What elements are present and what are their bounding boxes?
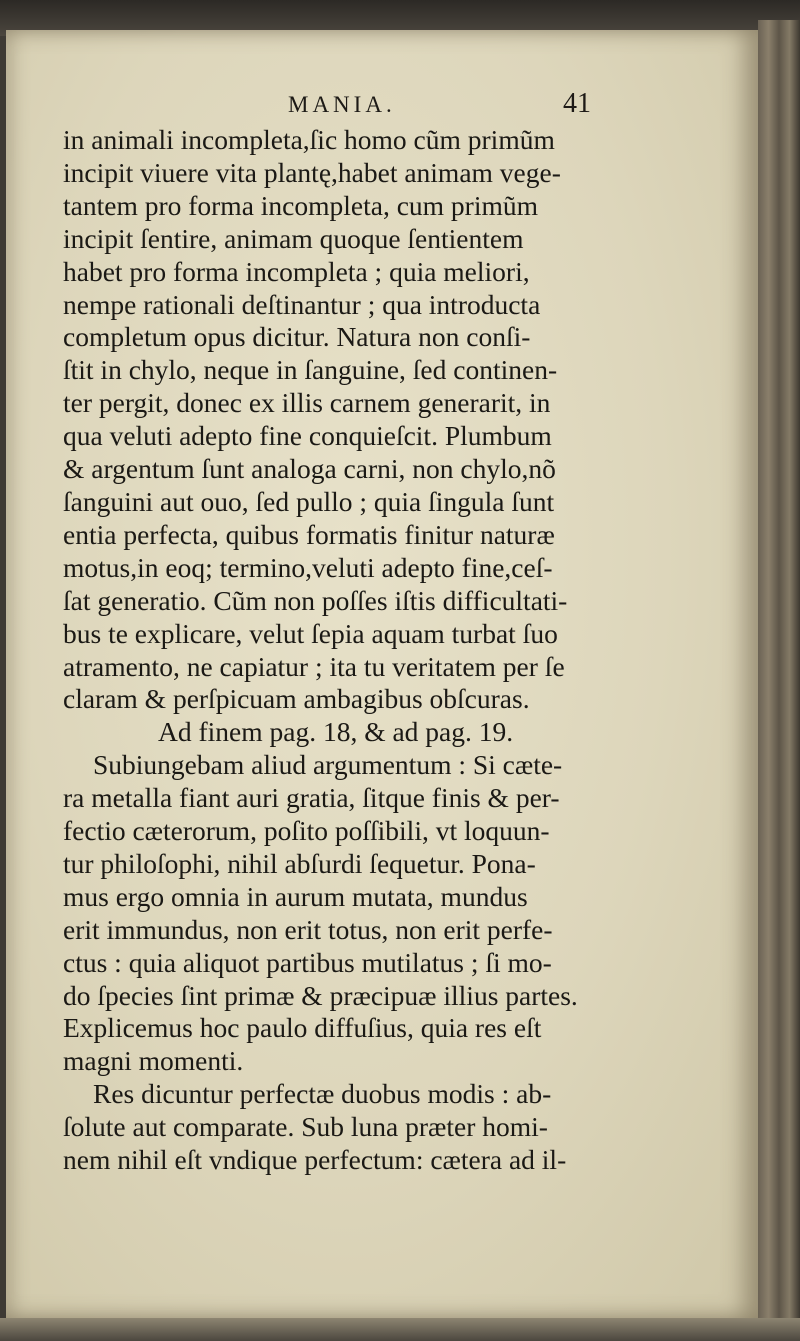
text-line: ra metalla fiant auri gratia, ſitque finis & per- xyxy=(63,782,560,814)
page-number: 41 xyxy=(563,88,591,119)
text-line: ſat generatio. Cũm non poſſes iſtis difficultati- xyxy=(63,584,568,616)
text-line: erit immundus, non erit totus, non erit perfe- xyxy=(63,913,553,945)
page-bottom-edge xyxy=(0,1318,800,1341)
text-line: nem nihil eſt vndique perfectum: cætera ad il- xyxy=(63,1144,567,1176)
text-line: do ſpecies ſint primæ & præcipuæ illius partes. xyxy=(63,979,578,1011)
text-line: entia perfecta, quibus formatis finitur naturæ xyxy=(63,518,555,550)
text-line: & argentum ſunt analoga carni, non chylo,nõ xyxy=(63,453,556,485)
text-line: nempe rationali deſtinantur ; qua introducta xyxy=(63,288,541,320)
text-line: magni momenti. xyxy=(63,1045,244,1077)
text-line: completum opus dicitur. Natura non conſi- xyxy=(63,321,531,353)
text-line: incipit ſentire, animam quoque ſentientem xyxy=(63,222,524,254)
text-line: claram & perſpicuam ambagibus obſcuras. xyxy=(63,683,530,715)
text-line: fectio cæterorum, poſito poſſibili, vt loquun- xyxy=(63,815,550,847)
text-line: mus ergo omnia in aurum mutata, mundus xyxy=(63,880,528,912)
text-line: atramento, ne capiatur ; ita tu veritatem per ſe xyxy=(63,650,565,682)
text-line: incipit viuere vita plantę,habet animam vege- xyxy=(63,156,561,188)
running-title: MANIA. xyxy=(288,92,396,117)
text-line: habet pro forma incompleta ; quia meliori, xyxy=(63,255,530,287)
text-line: Res dicuntur perfectæ duobus modis : ab- xyxy=(93,1078,552,1110)
text-line: tur philoſophi, nihil abſurdi ſequetur. Pona- xyxy=(63,847,536,879)
text-line: bus te explicare, velut ſepia aquam turbat ſuo xyxy=(63,617,558,649)
text-line: ctus : quia aliquot partibus mutilatus ; ſi mo- xyxy=(63,946,552,978)
text-line: ter pergit, donec ex illis carnem generarit, in xyxy=(63,387,551,419)
text-line: qua veluti adepto fine conquieſcit. Plumbum xyxy=(63,420,552,452)
text-line: in animali incompleta,ſic homo cũm primũm xyxy=(63,124,555,155)
text-line: ſolute aut comparate. Sub luna præter homi- xyxy=(63,1111,548,1143)
text-line: Explicemus hoc paulo diffuſius, quia res eſt xyxy=(63,1012,542,1044)
text-line: Subiungebam aliud argumentum : Si cæte- xyxy=(93,749,563,781)
body-text xyxy=(63,124,633,1177)
text-line: ſanguini aut ouo, ſed pullo ; quia ſingula ſunt xyxy=(63,485,555,517)
text-line: tantem pro forma incompleta, cum primũm xyxy=(63,189,539,221)
page-stack-edge xyxy=(758,20,800,1341)
section-heading: Ad finem pag. 18, & ad pag. 19. xyxy=(158,716,514,748)
text-line: motus,in eoq; termino,veluti adepto fine,ceſ- xyxy=(63,551,553,583)
text-line: ſtit in chylo, neque in ſanguine, ſed continen- xyxy=(63,354,558,386)
